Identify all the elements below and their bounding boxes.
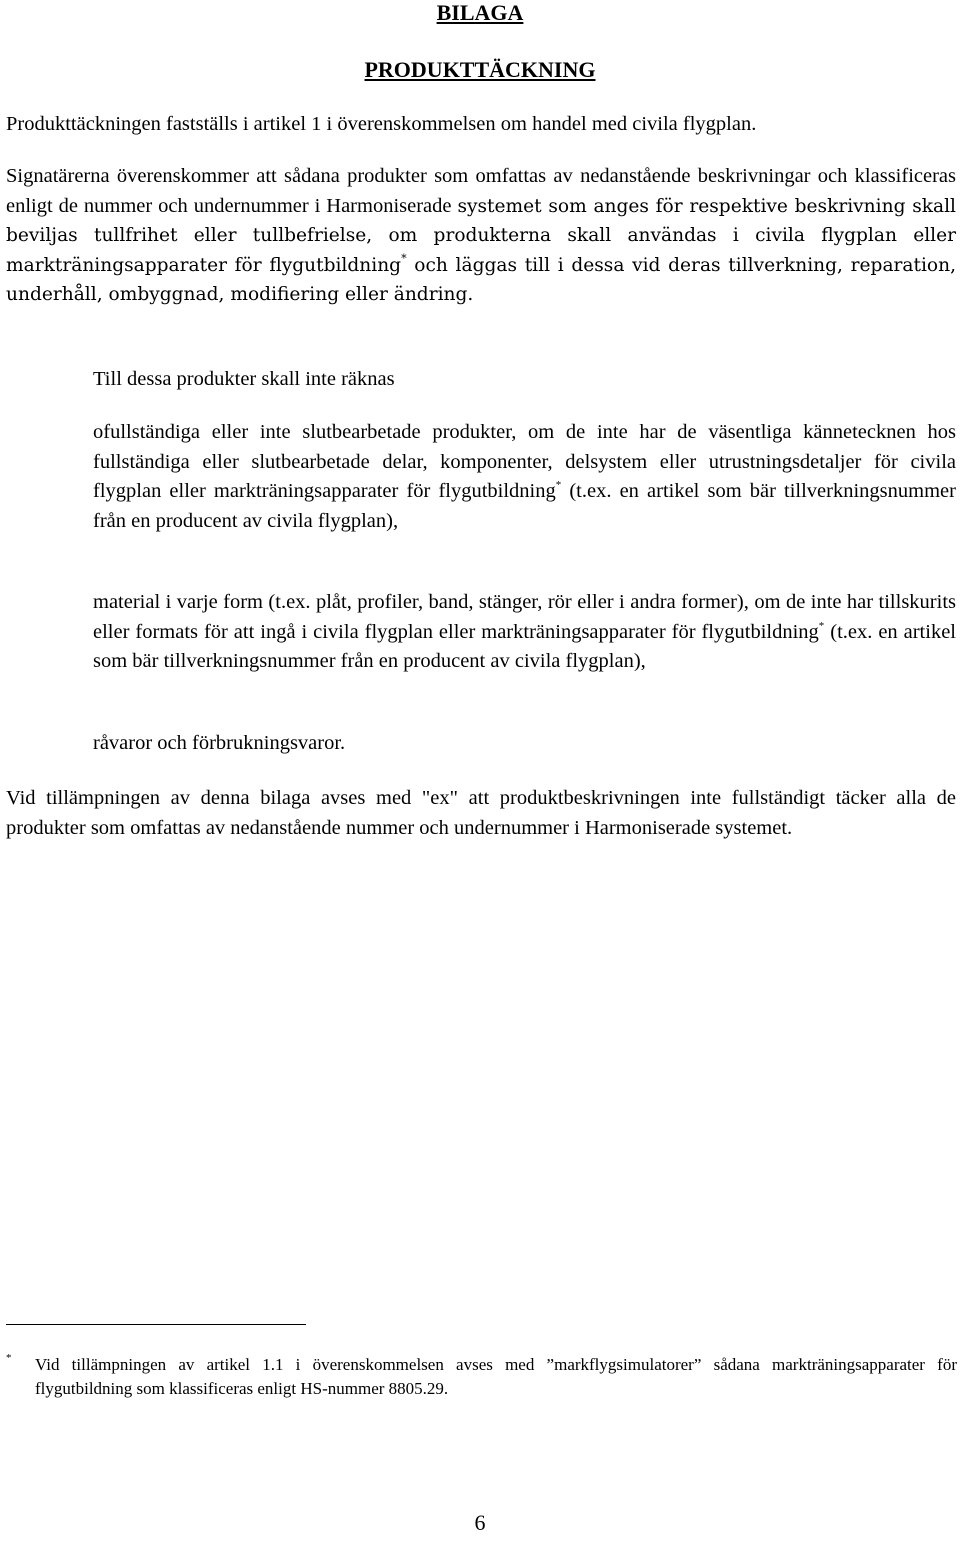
paragraph-text: systemet som anges för respektive beskrivning skall beviljas tullfrihet eller tullbefrielse, om produkterna skall användas i civila flygplan eller markträningsapparater för flygutbildning	[6, 195, 956, 276]
paragraph-text: Signatärerna överenskommer att sådana produkter som omfattas av nedanstående beskrivningar och klassificeras enligt de nummer och undernummer i Harmoniserade	[6, 165, 956, 217]
list-lead: Till dessa produkter skall inte räknas	[93, 368, 395, 390]
list-item	[93, 418, 956, 536]
footnote-text: Vid tillämpningen av artikel 1.1 i överenskommelsen avses med ”markflygsimulatorer” sådana markträningsapparater för flygutbildning som klassificeras enligt HS-nummer 8805.29.	[35, 1355, 957, 1398]
footnote-reference: *	[555, 479, 562, 491]
list-item-text: material i varje form (t.ex. plåt, profiler, band, stänger, rör eller i andra former), om de inte har tillskurits eller formats för att ingå i civila flygplan eller markträningsapparater för flygutbildning	[93, 591, 956, 643]
list-item-text: ofullständiga eller inte slutbearbetade produkter, om de inte har de väsentliga kännetecknen hos fullständiga eller slutbearbetade delar, komponenter, delsystem eller utrustningsdetaljer för civila flygplan eller markträningsapparater för flygutbildning	[93, 421, 956, 502]
paragraph-signatories	[6, 162, 956, 310]
section-heading: PRODUKTTÄCKNING	[364, 57, 596, 82]
footnote-reference: *	[818, 619, 825, 632]
page-title: BILAGA	[436, 0, 524, 25]
page-number: 6	[474, 1510, 486, 1535]
list-item-text: (t.ex. en artikel som bär tillverkningsnummer från en producent av civila flygplan),	[93, 480, 956, 532]
intro-paragraph: Produkttäckningen fastställs i artikel 1 i överenskommelsen om handel med civila flygplan.	[6, 113, 757, 135]
footnote-reference: *	[401, 251, 407, 265]
closing-paragraph: Vid tillämpningen av denna bilaga avses med "ex" att produktbeskrivningen inte fullständigt täcker alla de produkter som omfattas av nedanstående nummer och undernummer i Harmoniserade systemet.	[6, 787, 956, 839]
list-item: råvaror och förbrukningsvaror.	[93, 732, 346, 754]
list-item	[93, 588, 956, 677]
list-item-text: (t.ex. en artikel som bär tillverkningsnummer från en producent av civila flygplan),	[93, 620, 956, 672]
paragraph-text: och läggas till i dessa vid deras tillverkning, reparation, underhåll, ombyggnad, modifiering eller ändring.	[6, 254, 956, 305]
footnote-divider	[6, 1324, 306, 1325]
footnote-mark: *	[6, 1352, 12, 1364]
